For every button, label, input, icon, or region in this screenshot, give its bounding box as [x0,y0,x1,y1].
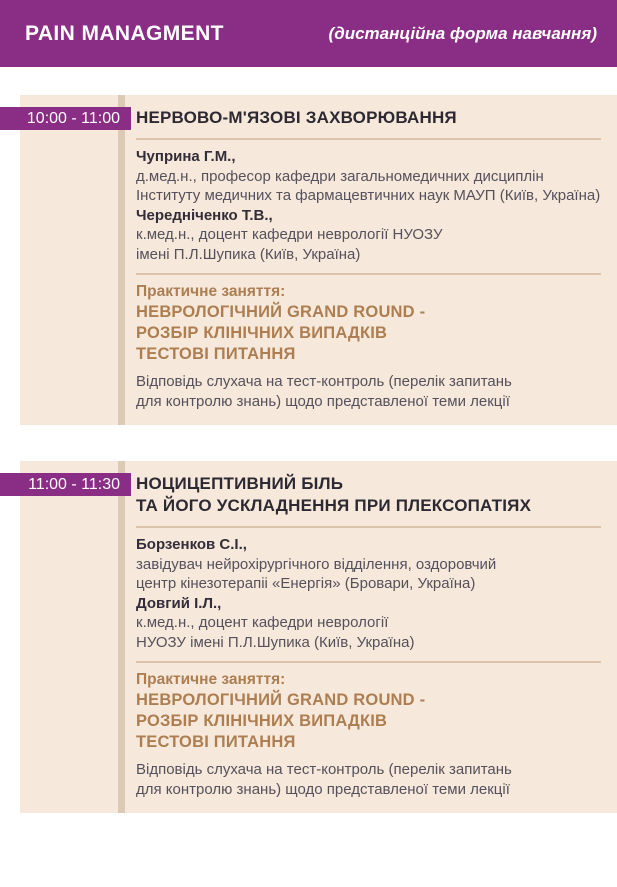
note-block [136,760,601,799]
speaker-desc-line: НУОЗУ імені П.Л.Шупика (Київ, Україна) [136,633,415,651]
program-header [0,0,617,67]
note-line: для контролю знань) щодо представленої теми лекції [136,780,510,798]
speaker-desc-line: Інституту медичних та фармацевтичних наук МАУП (Київ, Україна) [136,187,601,204]
program-title: PAIN MANAGMENT [25,21,224,45]
speaker-name: Чередніченко Т.В., [136,206,273,224]
session-title-line: НОЦИЦЕПТИВНИЙ БІЛЬ [136,474,344,493]
note-line: Відповідь слухача на тест-контроль (перелік запитань [136,373,512,390]
practical-label: Практичне заняття: [136,283,286,300]
practical-line: ТЕСТОВІ ПИТАННЯ [136,345,296,363]
note-line: Відповідь слухача на тест-контроль (перелік запитань [136,761,512,778]
practical-line: РОЗБІР КЛІНІЧНИХ ВИПАДКІВ [136,712,388,730]
speaker-desc-line: імені П.Л.Шупика (Київ, Україна) [136,245,361,263]
session-title-line: ТА ЙОГО УСКЛАДНЕННЯ ПРИ ПЛЕКСОПАТІЯХ [136,496,532,515]
speaker-name: Довгий І.Л., [136,594,222,612]
speaker-desc-line: к.мед.н., доцент кафедри неврології НУОЗУ [136,226,443,243]
left-accent-strip [118,95,125,425]
program-subtitle: (дистанційна форма навчання) [328,23,597,43]
speaker-desc-line: д.мед.н., професор кафедри загальномедичних дисциплін [136,167,544,185]
speaker-desc-line: центр кінезотерапіі «Енергія» (Бровари, Україна) [136,575,476,592]
speaker-desc-line: завідувач нейрохірургічного відділення, оздоровчий [136,555,497,573]
divider [136,661,601,663]
speakers-block [136,147,601,264]
note-block [136,372,601,411]
session-title-line: НЕРВОВО-М'ЯЗОВІ ЗАХВОРЮВАННЯ [136,108,457,127]
speaker-desc-line: к.мед.н., доцент кафедри неврології [136,614,389,631]
practical-block [136,282,601,365]
practical-line: ТЕСТОВІ ПИТАННЯ [136,733,296,751]
divider [136,526,601,528]
speaker-name: Борзенков С.І., [136,536,247,553]
practical-line: НЕВРОЛОГІЧНИЙ GRAND ROUND - [136,303,426,321]
time-badge: 10:00 - 11:00 [0,107,131,130]
left-accent-strip [118,461,125,813]
note-line: для контролю знань) щодо представленої теми лекції [136,392,510,410]
divider [136,273,601,275]
practical-block [136,670,601,753]
speakers-block [136,535,601,652]
divider [136,138,601,140]
practical-line: НЕВРОЛОГІЧНИЙ GRAND ROUND - [136,691,426,709]
session-block-1 [20,95,617,425]
session-block-2 [20,461,617,813]
speaker-name: Чуприна Г.М., [136,148,236,165]
session-title [136,107,601,129]
practical-label: Практичне заняття: [136,671,286,688]
session-title [136,473,601,517]
practical-line: РОЗБІР КЛІНІЧНИХ ВИПАДКІВ [136,324,388,342]
time-badge: 11:00 - 11:30 [0,473,131,496]
